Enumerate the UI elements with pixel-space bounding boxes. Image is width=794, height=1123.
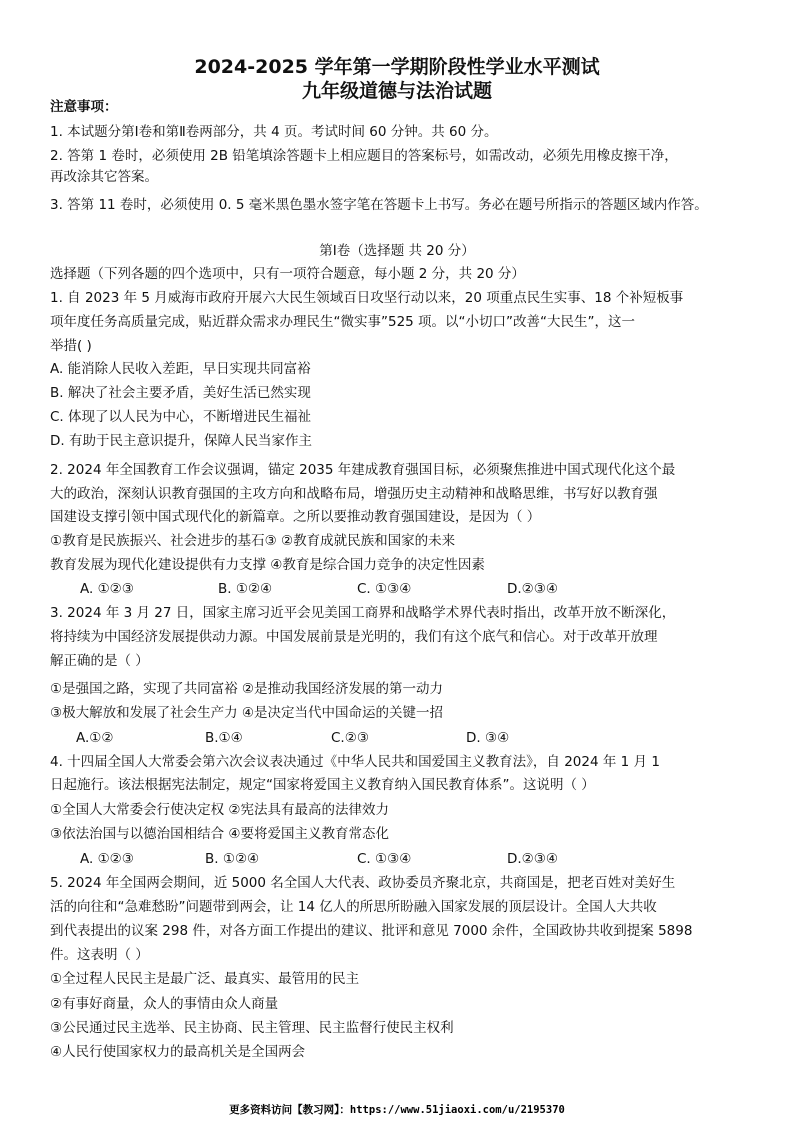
question-4-statement: ③依法治国与以德治国相结合 ④要将爱国主义教育常态化 — [50, 826, 389, 842]
note-item: 1. 本试题分第Ⅰ卷和第Ⅱ卷两部分，共 4 页。考试时间 60 分钟。共 60 分。 — [50, 124, 498, 140]
question-2-statement: 教育发展为现代化建设提供有力支撑 ④教育是综合国力竞争的决定性因素 — [50, 557, 485, 573]
question-3-text: 3. 2024 年 3 月 27 日，国家主席习近平会见美国工商界和战略学术界代表时指出，改革开放不断深化， — [50, 605, 676, 621]
question-2-option-c: C. ①③④ — [357, 581, 412, 597]
question-4-statement: ①全国人大常委会行使决定权 ②宪法具有最高的法律效力 — [50, 802, 389, 818]
question-4-text: 4. 十四届全国人大常委会第六次会议表决通过《中华人民共和国爱国主义教育法》，自 2024 年 1 月 1 — [50, 754, 660, 770]
question-5-text: 到代表提出的议案 298 件，对各方面工作提出的建议、批评和意见 7000 余件，全国政协共收到提案 5898 — [50, 923, 693, 939]
question-4-text: 日起施行。该法根据宪法制定，规定“国家将爱国主义教育纳入国民教育体系”。这说明（ ） — [50, 777, 595, 793]
question-5-text: 件。这表明（ ） — [50, 947, 149, 963]
question-2-text: 国建设支撑引领中国式现代化的新篇章。之所以要推动教育强国建设，是因为（ ） — [50, 509, 541, 525]
question-5-statement: ①全过程人民民主是最广泛、最真实、最管用的民主 — [50, 971, 360, 987]
footer-source-link[interactable]: 更多资料访问【教习网】：https://www.51jiaoxi.com/u/2195370 — [229, 1104, 565, 1116]
question-4-option-a: A. ①②③ — [80, 851, 134, 867]
question-3-option-d: D. ③④ — [466, 730, 510, 746]
question-3-option-c: C.②③ — [331, 730, 369, 746]
question-1-text: 1. 自 2023 年 5 月威海市政府开展六大民生领域百日攻坚行动以来，20 项重点民生实事、18 个补短板事 — [50, 290, 684, 306]
question-1-text: 举措( ) — [50, 338, 92, 354]
question-5-statement: ②有事好商量，众人的事情由众人商量 — [50, 996, 279, 1012]
question-1-option-c: C. 体现了以人民为中心，不断增进民生福祉 — [50, 409, 312, 425]
note-item: 2. 答第 1 卷时，必须使用 2B 铅笔填涂答题卡上相应题目的答案标号，如需改动，必须先用橡皮擦干净， — [50, 148, 678, 164]
section-heading: 第Ⅰ卷（选择题 共 20 分） — [319, 243, 475, 259]
question-3-option-a: A.①② — [76, 730, 114, 746]
question-3-text: 将持续为中国经济发展提供动力源。中国发展前景是光明的，我们有这个底气和信心。对于改革开放理 — [50, 629, 658, 645]
exam-title: 2024-2025 学年第一学期阶段性学业水平测试 — [194, 56, 600, 78]
question-5-text: 5. 2024 年全国两会期间，近 5000 名全国人大代表、政协委员齐聚北京，共商国是，把老百姓对美好生 — [50, 875, 676, 891]
question-4-option-b: B. ①②④ — [205, 851, 260, 867]
question-2-option-a: A. ①②③ — [80, 581, 134, 597]
question-1-option-b: B. 解决了社会主要矛盾，美好生活已然实现 — [50, 385, 311, 401]
question-3-statement: ③极大解放和发展了社会生产力 ④是决定当代中国命运的关键一招 — [50, 705, 443, 721]
question-4-option-d: D.②③④ — [507, 851, 558, 867]
section-instruction: 选择题（下列各题的四个选项中，只有一项符合题意，每小题 2 分，共 20 分） — [50, 266, 525, 282]
question-2-option-b: B. ①②④ — [218, 581, 273, 597]
note-item: 3. 答第 11 卷时，必须使用 0. 5 毫米黑色墨水签字笔在答题卡上书写。务必在题号所指示的答题区域内作答。 — [50, 197, 708, 213]
question-1-option-a: A. 能消除人民收入差距，早日实现共同富裕 — [50, 361, 311, 377]
question-3-text: 解正确的是（ ） — [50, 653, 149, 669]
notes-heading: 注意事项： — [50, 99, 118, 115]
question-5-statement: ③公民通过民主选举、民主协商、民主管理、民主监督行使民主权利 — [50, 1020, 454, 1036]
question-2-text: 大的政治，深刻认识教育强国的主攻方向和战略布局，增强历史主动精神和战略思维，书写好以教育强 — [50, 486, 658, 502]
question-3-statement: ①是强国之路，实现了共同富裕 ②是推动我国经济发展的第一动力 — [50, 681, 443, 697]
question-1-text: 项年度任务高质量完成，贴近群众需求办理民生“微实事”525 项。以“小切口”改善“大民生”，这一 — [50, 314, 636, 330]
exam-subtitle: 九年级道德与法治试题 — [301, 80, 492, 102]
question-4-option-c: C. ①③④ — [357, 851, 412, 867]
question-1-option-d: D. 有助于民主意识提升，保障人民当家作主 — [50, 433, 312, 449]
note-item: 再改涂其它答案。 — [50, 169, 158, 185]
question-5-text: 活的向往和“急难愁盼”问题带到两会，让 14 亿人的所思所盼融入国家发展的顶层设计。全国人大共收 — [50, 899, 657, 915]
question-2-option-d: D.②③④ — [507, 581, 558, 597]
question-5-statement: ④人民行使国家权力的最高机关是全国两会 — [50, 1044, 306, 1060]
question-2-text: 2. 2024 年全国教育工作会议强调，锚定 2035 年建成教育强国目标，必须聚焦推进中国式现代化这个最 — [50, 462, 676, 478]
question-3-option-b: B.①④ — [205, 730, 243, 746]
question-2-statement: ①教育是民族振兴、社会进步的基石③ ②教育成就民族和国家的未来 — [50, 533, 456, 549]
